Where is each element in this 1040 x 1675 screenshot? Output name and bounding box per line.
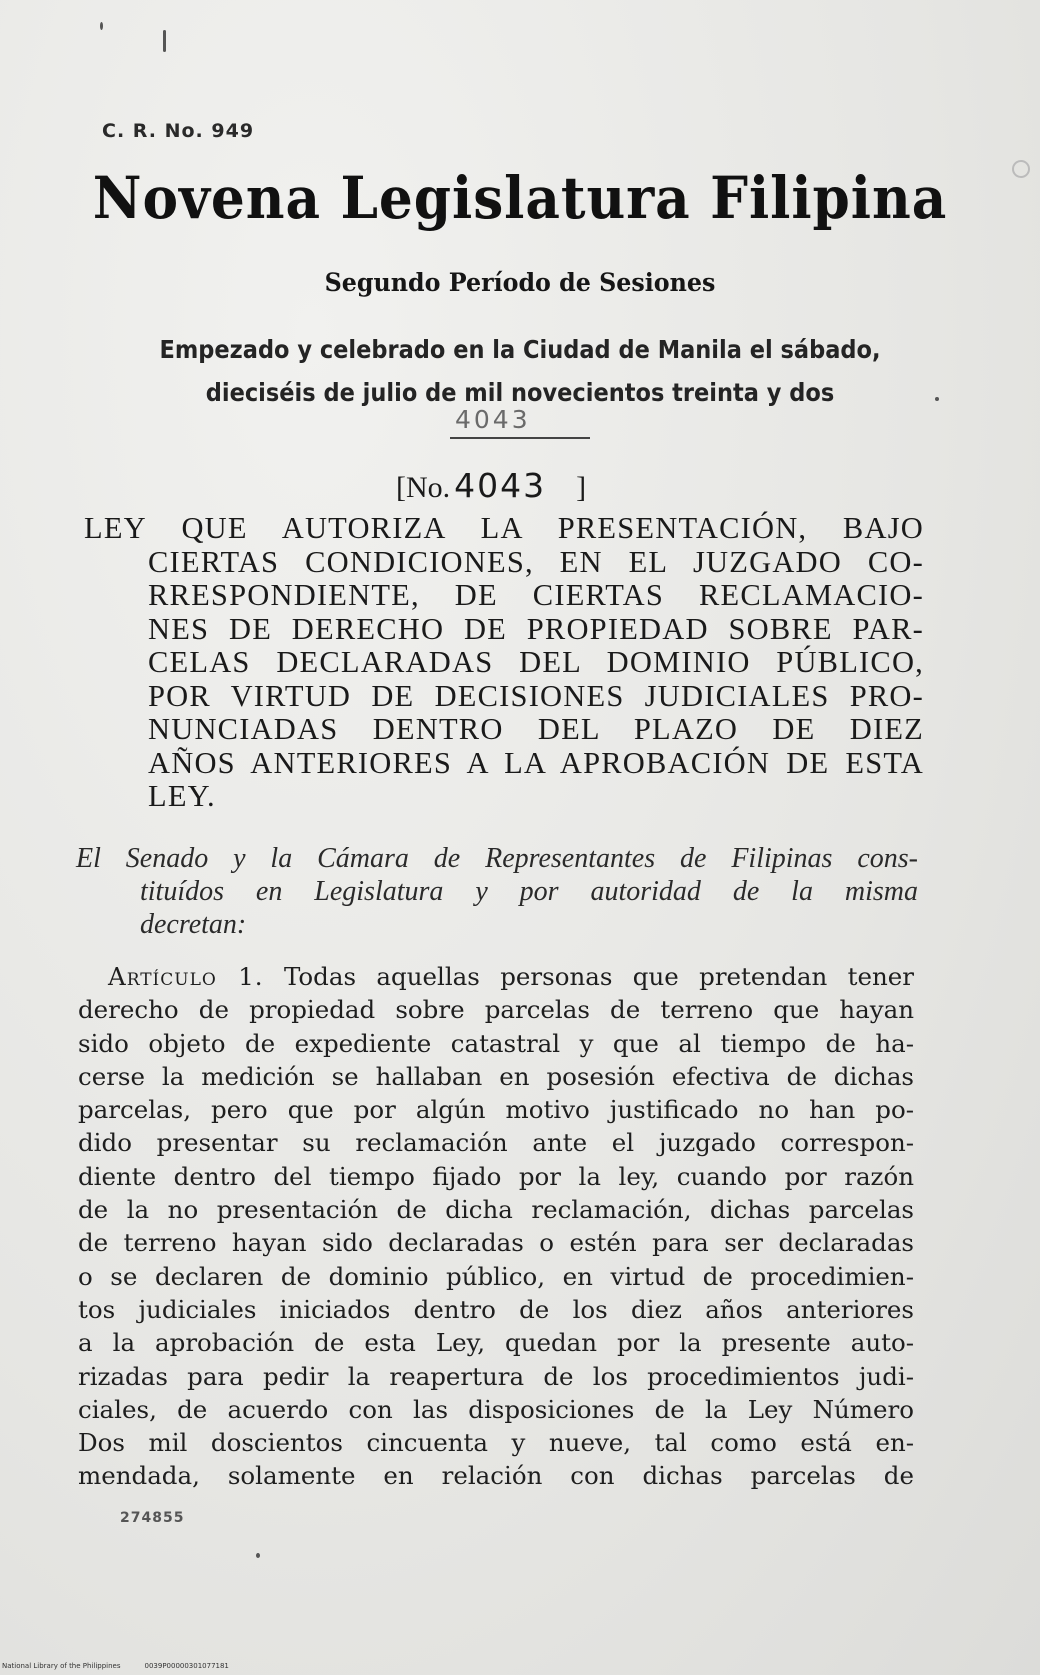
session-start-line-2: dieciséis de julio de mil novecientos treinta y dos: [205, 378, 835, 407]
act-number-suffix: ]: [576, 471, 587, 504]
scan-mark: [256, 1553, 260, 1558]
session-subtitle: Segundo Período de Sesiones: [324, 268, 716, 297]
article-line: o se declaren de dominio público, en virtud de procedimien-: [78, 1261, 914, 1291]
enacting-clause-line: decretan:: [140, 909, 247, 940]
law-title-line: CIERTAS CONDICIONES, EN EL JUZGADO CO-: [148, 544, 924, 579]
scan-mark: [1012, 160, 1030, 178]
act-number-prefix: [No.: [396, 471, 451, 504]
scan-mark: [100, 22, 103, 30]
legislature-title: Novena Legislatura Filipina: [92, 164, 948, 232]
law-title-line: LEY.: [148, 779, 216, 813]
article-line: Dos mil doscientos cincuenta y nueve, tal como está en-: [78, 1428, 914, 1458]
article-1-first-line-text: Todas aquellas personas que pretendan tener: [283, 962, 914, 991]
law-title-line: CELAS DECLARADAS DEL DOMINIO PÚBLICO,: [148, 645, 924, 679]
act-number: [396, 466, 586, 505]
law-title-line: POR VIRTUD DE DECISIONES JUDICIALES PRO-: [148, 678, 924, 713]
enacting-clause: [76, 842, 918, 941]
footer-library: National Library of the Philippines: [2, 1662, 121, 1670]
article-line: ciales, de acuerdo con las disposiciones de la Ley Número: [78, 1394, 914, 1424]
article-1: [78, 960, 914, 1493]
article-line: a la aprobación de esta Ley, quedan por la presente auto-: [78, 1328, 914, 1358]
law-title-line: LEY QUE AUTORIZA LA PRESENTACIÓN, BAJO: [84, 511, 924, 545]
article-line: derecho de propiedad sobre parcelas de terreno que hayan: [78, 995, 914, 1025]
cr-number: C. R. No. 949: [102, 120, 255, 142]
article-line: rizadas para pedir la reapertura de los procedimientos judi-: [78, 1361, 914, 1391]
article-line: tos judiciales iniciados dentro de los diez años anteriores: [78, 1294, 914, 1324]
article-line: diente dentro del tiempo fijado por la ley, cuando por razón: [78, 1161, 914, 1191]
law-title: [84, 512, 924, 814]
session-start-text: [142, 328, 898, 414]
act-number-value: 4043: [454, 466, 547, 505]
enacting-clause-line: tituídos en Legislatura y por autoridad de la misma: [140, 876, 918, 907]
divider-rule: [450, 437, 590, 439]
footer-identifier: 0039P00000301077181: [144, 1662, 229, 1670]
scan-mark: [935, 397, 939, 401]
article-line: cerse la medición se hallaban en posesión efectiva de dichas: [78, 1061, 914, 1091]
article-line: de la no presentación de dicha reclamación, dichas parcelas: [78, 1195, 914, 1225]
article-line: de terreno hayan sido declaradas o estén para ser declaradas: [78, 1228, 914, 1258]
page-code: 274855: [120, 1510, 185, 1526]
article-line: parcelas, pero que por algún motivo justificado no han po-: [78, 1095, 914, 1125]
handwritten-number: 4043: [455, 405, 531, 434]
article-1-first-line: [78, 960, 914, 993]
enacting-clause-line: El Senado y la Cámara de Representantes de Filipinas cons-: [76, 843, 918, 874]
article-line: mendada, solamente en relación con dichas parcelas de: [78, 1461, 914, 1491]
law-title-line: NUNCIADAS DENTRO DEL PLAZO DE DIEZ: [148, 712, 924, 746]
law-title-line: RRESPONDIENTE, DE CIERTAS RECLAMACIO-: [148, 578, 924, 612]
session-start-line-1: Empezado y celebrado en la Ciudad de Manila el sábado,: [159, 335, 881, 364]
law-title-line: AÑOS ANTERIORES A LA APROBACIÓN DE ESTA: [148, 745, 924, 780]
scan-mark: [163, 30, 166, 52]
article-label: Artículo 1.: [108, 962, 264, 991]
law-title-line: NES DE DERECHO DE PROPIEDAD SOBRE PAR-: [148, 611, 924, 646]
scan-footer: [2, 1662, 253, 1670]
article-line: dido presentar su reclamación ante el juzgado correspon-: [78, 1128, 914, 1158]
article-line: sido objeto de expediente catastral y que al tiempo de ha-: [78, 1028, 914, 1058]
